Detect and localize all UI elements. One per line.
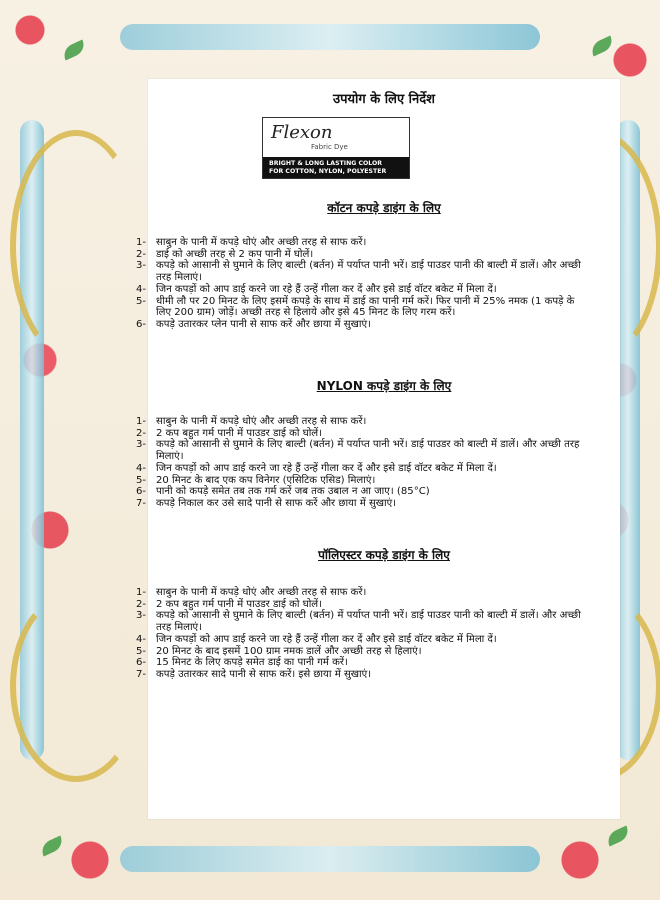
cotton-section-heading: कॉटन कपड़े डाइंग के लिए (327, 201, 441, 215)
leaf-icon (589, 35, 616, 56)
step-text: डाई को अच्छी तरह से 2 कप पानी में घोलें। (156, 248, 314, 260)
logo-tagline-line1: BRIGHT & LONG LASTING COLOR (269, 160, 383, 167)
logo-subtitle: Fabric Dye (311, 143, 348, 151)
step-text: धीमी लौ पर 20 मिनट के लिए इसमें कपड़े के साथ में डाई का पानी गर्म करें। फिर पानी में 25% नमक (1 कपड़े के लिए 200 ग्राम) जोड़ें। अच्छी तरह से हिलाये और इसे 45 मिनट के लिए गरम करें। (156, 295, 575, 319)
step-number: 4- (136, 283, 147, 295)
step-text: 2 कप बहुत गर्म पानी में पाउडर डाई को घोलें। (156, 598, 322, 610)
list-item (136, 498, 590, 510)
logo-tagline-line2: FOR COTTON, NYLON, POLYESTER (269, 168, 387, 175)
step-text: जिन कपड़ों को आप डाई करने जा रहे हैं उन्हें गीला कर दें और इसे डाई वॉटर बकेट में मिला दें। (156, 462, 497, 474)
step-text: कपड़े उतारकर प्लेन पानी से साफ करें और छाया में सुखाएं। (156, 318, 371, 330)
step-number: 5- (136, 474, 147, 486)
list-item (136, 669, 590, 681)
step-text: जिन कपड़ों को आप डाई करने जा रहे हैं उन्हें गीला कर दें और इसे डाई वॉटर बकेट में मिला दें। (156, 633, 497, 645)
top-ribbon-decoration (120, 24, 540, 50)
list-item (136, 249, 590, 261)
nylon-section-heading: NYLON कपड़े डाइंग के लिए (316, 379, 452, 393)
list-item (136, 657, 590, 669)
list-item (136, 634, 590, 646)
list-item (136, 296, 590, 319)
leaf-icon (61, 39, 88, 60)
instruction-sheet (136, 79, 620, 819)
step-number: 1- (136, 587, 147, 598)
polyester-section-heading: पॉलिएस्टर कपड़े डाइंग के लिए (318, 548, 450, 562)
step-number: 3- (136, 260, 147, 272)
polyester-steps-list (136, 587, 590, 681)
step-text: कपड़े उतारकर सादे पानी से साफ करें। इसे छाया में सुखाएं। (156, 668, 372, 680)
list-item (136, 587, 590, 599)
list-item (136, 284, 590, 296)
leaf-icon (605, 825, 632, 846)
step-number: 4- (136, 462, 147, 474)
list-item (136, 319, 590, 331)
step-number: 3- (136, 610, 147, 622)
list-item (136, 416, 590, 428)
step-text: 20 मिनट के बाद एक कप विनेगर (एसिटिक एसिड) मिलाएं। (156, 474, 376, 486)
step-text: 20 मिनट के बाद इसमें 100 ग्राम नमक डालें और अच्छी तरह से हिलाएं। (156, 645, 422, 657)
step-text: 15 मिनट के लिए कपड़े समेत डाई का पानी गर्म करें। (156, 657, 348, 669)
step-text: कपड़े को आसानी से घुमाने के लिए बाल्टी (बर्तन) में पर्याप्त पानी भरें। डाई पाउडर पानी को बाल्टी में डालें। और अच्छी तरह मिलाएं। (156, 610, 581, 634)
step-number: 6- (136, 486, 147, 498)
logo-tagline-band (263, 157, 409, 178)
step-number: 2- (136, 427, 147, 439)
step-number: 6- (136, 657, 147, 669)
list-item (136, 260, 590, 283)
step-number: 5- (136, 295, 147, 307)
bottom-ribbon-decoration (120, 846, 540, 872)
page-title: उपयोग के लिए निर्देश (333, 92, 435, 107)
step-number: 4- (136, 633, 147, 645)
step-number: 1- (136, 237, 147, 248)
list-item (136, 486, 590, 498)
nylon-steps-list (136, 416, 590, 510)
step-number: 7- (136, 668, 147, 680)
flexon-logo (262, 117, 410, 179)
left-lower-gold-scroll-decoration (10, 590, 142, 782)
step-text: 2 कप बहुत गर्म पानी में पाउडर डाई को घोलें। (156, 427, 322, 439)
list-item (136, 475, 590, 487)
step-text: कपड़े को आसानी से घुमाने के लिए बाल्टी (बर्तन) में पर्याप्त पानी भरें। डाई पाउडर पानी की बाल्टी में डालें। और अच्छी तरह मिलाएं। (156, 260, 581, 284)
step-number: 2- (136, 248, 147, 260)
step-text: पानी को कपड़े समेत तब तक गर्म करें जब तक उबाल न आ जाए। (85°C) (156, 486, 430, 498)
list-item (136, 463, 590, 475)
step-text: साबुन के पानी में कपड़े धोएं और अच्छी तरह से साफ करें। (156, 237, 367, 248)
list-item (136, 237, 590, 249)
step-text: साबुन के पानी में कपड़े धोएं और अच्छी तरह से साफ करें। (156, 416, 367, 427)
list-item (136, 439, 590, 462)
step-text: कपड़े निकाल कर उसे सादे पानी से साफ करें और छाया में सुखाएं। (156, 497, 397, 509)
list-item (136, 599, 590, 611)
list-item (136, 428, 590, 440)
step-text: जिन कपड़ों को आप डाई करने जा रहे हैं उन्हें गीला कर दें और इसे डाई वॉटर बकेट में मिला दें। (156, 283, 497, 295)
step-number: 5- (136, 645, 147, 657)
leaf-icon (39, 835, 66, 856)
step-number: 2- (136, 598, 147, 610)
step-number: 3- (136, 439, 147, 451)
left-gold-scroll-decoration (10, 130, 142, 362)
step-number: 6- (136, 318, 147, 330)
step-text: साबुन के पानी में कपड़े धोएं और अच्छी तरह से साफ करें। (156, 587, 367, 598)
list-item (136, 610, 590, 633)
cotton-steps-list (136, 237, 590, 331)
list-item (136, 646, 590, 658)
logo-brand-name: Flexon (271, 122, 333, 143)
step-text: कपड़े को आसानी से घुमाने के लिए बाल्टी (बर्तन) में पर्याप्त पानी भरें। डाई पाउडर को बाल्टी में डालें। और अच्छी तरह मिलाएं। (156, 439, 580, 463)
step-number: 1- (136, 416, 147, 427)
step-number: 7- (136, 497, 147, 509)
